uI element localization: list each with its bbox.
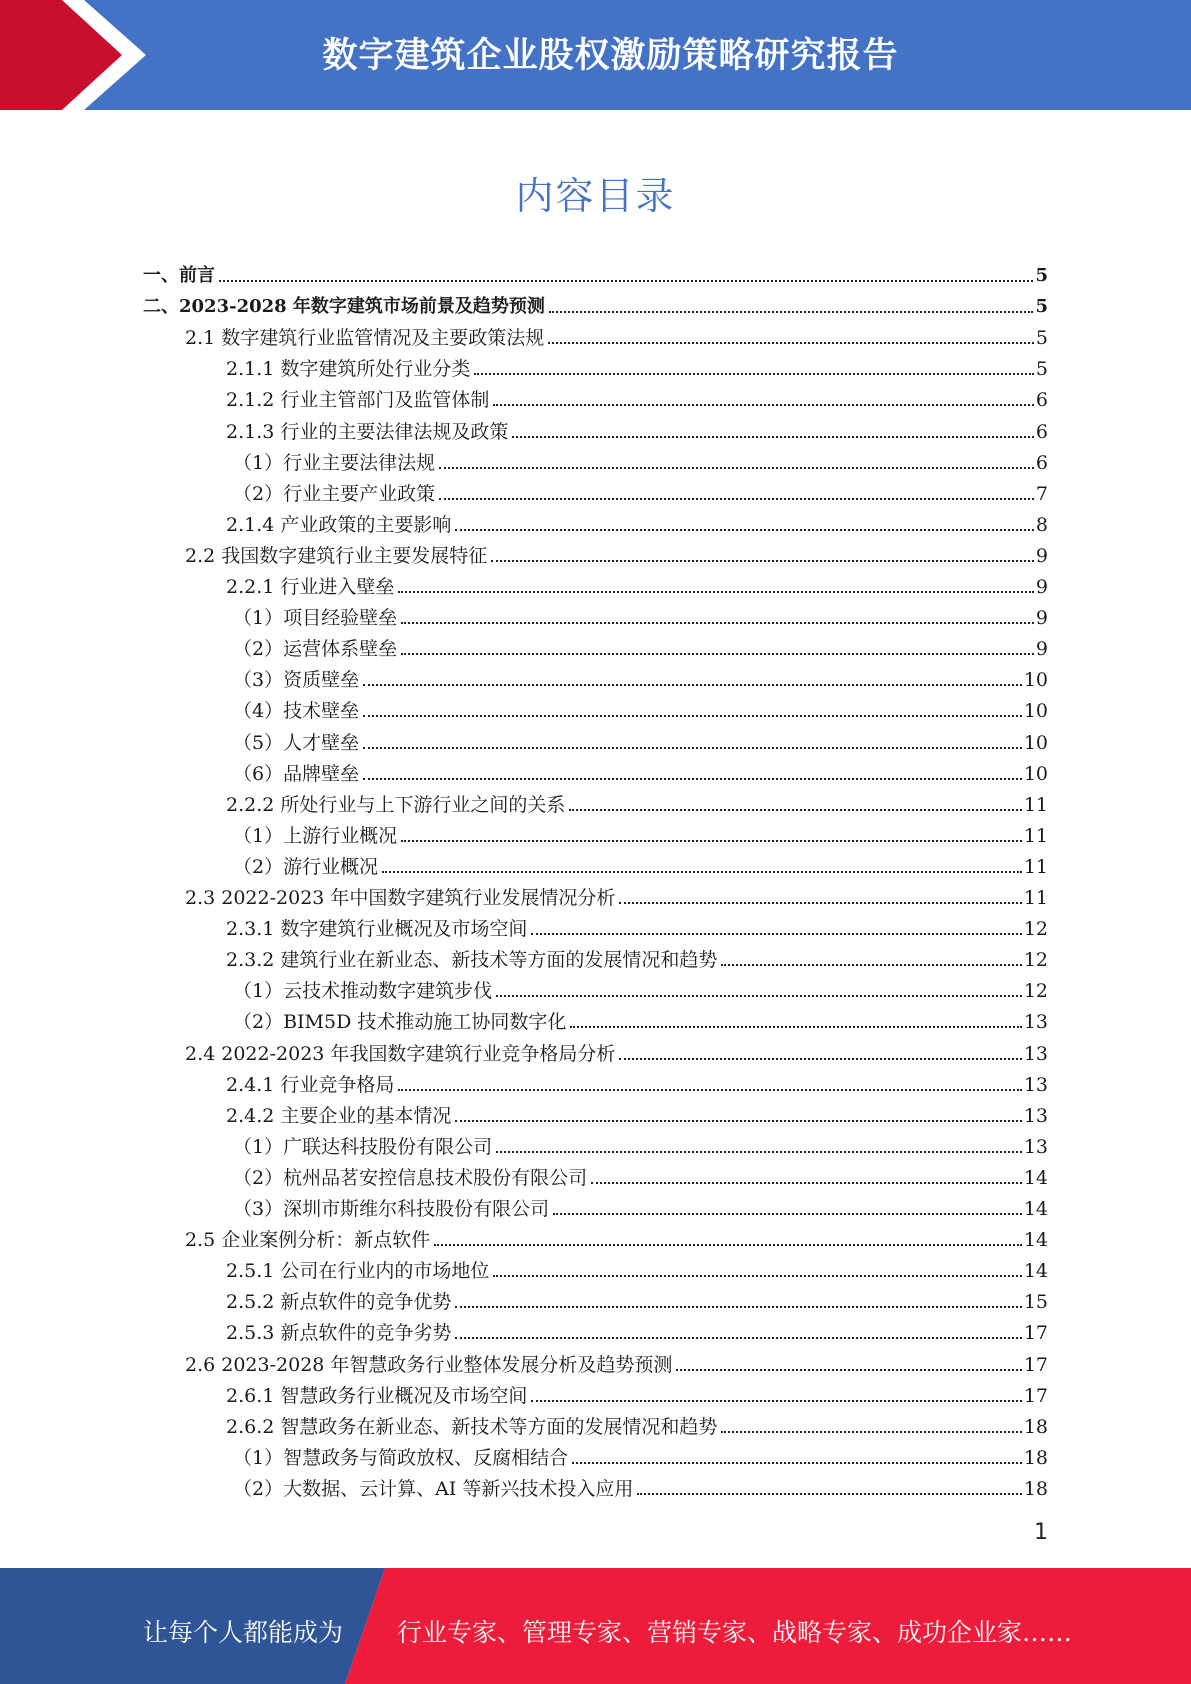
toc-entry[interactable] <box>143 256 1048 287</box>
toc-entry-label: 2.1.2 行业主管部门及监管体制 <box>226 389 490 412</box>
toc-leader-dots <box>591 1182 1022 1184</box>
toc-entry-label: 2.4.1 行业竞争格局 <box>226 1073 395 1096</box>
toc-leader-dots <box>363 747 1022 749</box>
toc-entry-page: 13 <box>1023 1073 1048 1096</box>
toc-entry-page: 9 <box>1035 576 1048 598</box>
toc-entry-label: （5）人才壁垒 <box>233 731 360 754</box>
toc-entry-page: 15 <box>1023 1291 1048 1314</box>
toc-entry-label: （1）智慧政务与简政放权、反腐相结合 <box>233 1446 569 1469</box>
header-banner <box>0 0 1191 110</box>
footer-slogan-right: 行业专家、管理专家、营销专家、战略专家、成功企业家…… <box>397 1618 1073 1647</box>
toc-entry[interactable] <box>185 536 1048 567</box>
toc-entry[interactable] <box>233 754 1048 785</box>
toc-entry-label: 2.3.1 数字建筑行业概况及市场空间 <box>226 918 528 941</box>
toc-entry[interactable] <box>226 1065 1048 1096</box>
toc-entry-label: （1）上游行业概况 <box>233 824 398 847</box>
toc-entry-label: （2）杭州品茗安控信息技术股份有限公司 <box>233 1166 588 1189</box>
toc-entry-page: 11 <box>1023 887 1048 909</box>
toc-leader-dots <box>491 560 1034 562</box>
toc-leader-dots <box>398 591 1034 593</box>
toc-entry-label: 2.1 数字建筑行业监管情况及主要政策法规 <box>185 327 545 350</box>
toc-entry-page: 13 <box>1023 1011 1048 1034</box>
toc-entry[interactable] <box>233 1469 1048 1500</box>
toc-entry-page: 9 <box>1035 638 1048 661</box>
toc-entry-page: 13 <box>1023 1135 1048 1158</box>
toc-leader-dots <box>493 1275 1021 1277</box>
toc-entry-label: 一、前言 <box>143 265 215 286</box>
toc-entry-label: 2.5.3 新点软件的竞争劣势 <box>226 1322 452 1345</box>
toc-entry-page: 18 <box>1023 1415 1048 1438</box>
toc-leader-dots <box>401 653 1034 655</box>
toc-entry[interactable] <box>233 598 1048 629</box>
toc-entry-label: 2.1.4 产业政策的主要影响 <box>226 513 452 536</box>
toc-leader-dots <box>553 1213 1022 1215</box>
toc-entry[interactable] <box>233 474 1048 505</box>
toc-entry[interactable] <box>233 691 1048 722</box>
toc-leader-dots <box>676 1369 1021 1371</box>
toc-entry-label: （1）广联达科技股份有限公司 <box>233 1135 493 1158</box>
toc-entry-label: （3）深圳市斯维尔科技股份有限公司 <box>233 1198 550 1220</box>
toc-entry-label: 2.3 2022-2023 年中国数字建筑行业发展情况分析 <box>185 887 616 909</box>
toc-entry[interactable] <box>185 318 1048 349</box>
toc-entry[interactable] <box>143 287 1048 318</box>
toc-entry-label: 二、2023-2028 年数字建筑市场前景及趋势预测 <box>143 296 545 318</box>
toc-entry-page: 18 <box>1023 1477 1048 1500</box>
toc-entry-page: 10 <box>1023 669 1048 692</box>
toc-entry-page: 11 <box>1023 793 1048 816</box>
toc-leader-dots <box>455 1337 1021 1339</box>
toc-leader-dots <box>637 1493 1021 1495</box>
toc-entry-label: （2）游行业概况 <box>233 855 379 878</box>
toc-entry-page: 5 <box>1035 358 1048 381</box>
toc-entry-label: 2.2.2 所处行业与上下游行业之间的关系 <box>226 793 566 816</box>
toc-entry[interactable] <box>233 816 1048 847</box>
toc-entry[interactable] <box>226 567 1048 598</box>
toc-entry-label: （2）运营体系壁垒 <box>233 638 398 661</box>
toc-leader-dots <box>548 342 1034 344</box>
toc-entry-label: 2.2.1 行业进入壁垒 <box>226 576 395 598</box>
toc-entry[interactable] <box>226 380 1048 411</box>
toc-entry-page: 11 <box>1023 824 1048 847</box>
toc-entry[interactable] <box>233 660 1048 691</box>
toc-entry[interactable] <box>185 1345 1048 1376</box>
toc-entry-page: 5 <box>1035 296 1048 318</box>
page-number: 1 <box>1034 1520 1048 1545</box>
toc-leader-dots <box>512 436 1034 438</box>
toc-entry[interactable] <box>233 443 1048 474</box>
toc-entry[interactable] <box>185 1220 1048 1251</box>
toc-entry[interactable] <box>226 940 1048 971</box>
toc-entry[interactable] <box>226 785 1048 816</box>
toc-entry-label: 2.6 2023-2028 年智慧政务行业整体发展分析及趋势预测 <box>185 1353 673 1376</box>
toc-entry-label: 2.6.1 智慧政务行业概况及市场空间 <box>226 1384 528 1407</box>
toc-leader-dots <box>382 871 1022 873</box>
toc-entry-page: 13 <box>1023 1042 1048 1065</box>
toc-leader-dots <box>721 1431 1021 1433</box>
toc-entry[interactable] <box>233 1158 1048 1189</box>
toc-leader-dots <box>363 684 1022 686</box>
toc-entry-page: 12 <box>1023 949 1048 972</box>
toc-entry-page: 6 <box>1035 389 1048 412</box>
toc-leader-dots <box>439 498 1034 500</box>
toc-entry-page: 13 <box>1023 1104 1048 1127</box>
toc-entry[interactable] <box>233 1002 1048 1033</box>
toc-entry-label: 2.5 企业案例分析：新点软件 <box>185 1229 431 1252</box>
toc-entry-page: 9 <box>1035 607 1048 630</box>
toc-entry[interactable] <box>226 349 1048 380</box>
toc-entry-page: 17 <box>1023 1384 1048 1407</box>
toc-leader-dots <box>531 1400 1021 1402</box>
toc-entry-label: （2）BIM5D 技术推动施工协同数字化 <box>233 1011 567 1034</box>
toc-entry-label: 2.4 2022-2023 年我国数字建筑行业竞争格局分析 <box>185 1042 616 1065</box>
toc-leader-dots <box>455 529 1034 531</box>
toc-entry[interactable] <box>226 1376 1048 1407</box>
toc-entry-page: 6 <box>1035 420 1048 443</box>
toc-entry-label: （1）项目经验壁垒 <box>233 607 398 630</box>
toc-entry[interactable] <box>185 1034 1048 1065</box>
toc-entry-label: 2.2 我国数字建筑行业主要发展特征 <box>185 544 488 567</box>
toc-heading: 内容目录 <box>515 174 676 218</box>
toc-entry[interactable] <box>226 1096 1048 1127</box>
toc-leader-dots <box>549 311 1034 313</box>
toc-leader-dots <box>619 902 1021 904</box>
footer-banner <box>0 1568 1191 1684</box>
toc-entry-page: 5 <box>1035 327 1048 350</box>
toc-entry-page: 12 <box>1023 980 1048 1003</box>
toc-entry-page: 6 <box>1035 451 1048 474</box>
toc-entry-label: 2.4.2 主要企业的基本情况 <box>226 1104 452 1127</box>
toc-entry-page: 8 <box>1035 513 1048 536</box>
report-title: 数字建筑企业股权激励策略研究报告 <box>322 36 899 76</box>
toc-entry-page: 10 <box>1023 731 1048 754</box>
toc-leader-dots <box>401 840 1022 842</box>
toc-entry[interactable] <box>233 971 1048 1002</box>
toc-entry[interactable] <box>233 1189 1048 1220</box>
toc-entry-label: 2.1.1 数字建筑所处行业分类 <box>226 358 471 381</box>
toc-entry-page: 14 <box>1023 1260 1048 1283</box>
toc-leader-dots <box>401 622 1034 624</box>
toc-entry-page: 10 <box>1023 762 1048 785</box>
toc-leader-dots <box>619 1058 1021 1060</box>
toc-entry-label: 2.3.2 建筑行业在新业态、新技术等方面的发展情况和趋势 <box>226 949 718 972</box>
toc-entry-page: 10 <box>1023 700 1048 723</box>
toc-entry[interactable] <box>226 1251 1048 1282</box>
toc-leader-dots <box>439 467 1034 469</box>
toc-entry[interactable] <box>233 629 1048 660</box>
toc-entry-label: 2.1.3 行业的主要法律法规及政策 <box>226 420 509 443</box>
toc-entry-page: 11 <box>1023 855 1048 878</box>
toc-entry-page: 14 <box>1023 1166 1048 1189</box>
toc-entry[interactable] <box>233 1438 1048 1469</box>
toc-leader-dots <box>474 373 1034 375</box>
toc-leader-dots <box>434 1244 1022 1246</box>
toc-leader-dots <box>572 1462 1022 1464</box>
toc-entry-label: （2）大数据、云计算、AI 等新兴技术投入应用 <box>233 1477 634 1500</box>
toc-entry-label: （2）行业主要产业政策 <box>233 482 436 505</box>
toc-leader-dots <box>363 778 1022 780</box>
toc-leader-dots <box>721 964 1021 966</box>
toc-leader-dots <box>531 933 1021 935</box>
toc-entry[interactable] <box>233 723 1048 754</box>
toc-entry-label: （6）品牌壁垒 <box>233 762 360 785</box>
toc-entry-label: （1）云技术推动数字建筑步伐 <box>233 980 493 1003</box>
toc-entry-page: 14 <box>1023 1229 1048 1252</box>
toc-entry[interactable] <box>226 505 1048 536</box>
toc-leader-dots <box>455 1306 1021 1308</box>
toc-entry-label: 2.5.1 公司在行业内的市场地位 <box>226 1260 490 1283</box>
toc-leader-dots <box>455 1120 1021 1122</box>
toc-entry[interactable] <box>233 847 1048 878</box>
toc-leader-dots <box>398 1089 1021 1091</box>
toc-entry[interactable] <box>226 909 1048 940</box>
toc-entry-page: 17 <box>1023 1353 1048 1376</box>
toc-entry-label: （3）资质壁垒 <box>233 669 360 692</box>
toc-leader-dots <box>219 280 1033 282</box>
footer-slogan-left: 让每个人都能成为 <box>143 1618 344 1647</box>
toc-entry-label: 2.5.2 新点软件的竞争优势 <box>226 1291 452 1314</box>
toc-entry-label: （4）技术壁垒 <box>233 700 360 723</box>
toc-entry-page: 9 <box>1035 544 1048 567</box>
toc-entry[interactable] <box>233 1127 1048 1158</box>
toc-entry-label: 2.6.2 智慧政务在新业态、新技术等方面的发展情况和趋势 <box>226 1415 718 1438</box>
toc-leader-dots <box>363 715 1022 717</box>
toc-leader-dots <box>570 1026 1021 1028</box>
toc-entry-page: 5 <box>1035 265 1048 286</box>
toc-leader-dots <box>496 1151 1022 1153</box>
toc-leader-dots <box>496 995 1022 997</box>
toc-entry-label: （1）行业主要法律法规 <box>233 451 436 474</box>
toc-entry-page: 12 <box>1023 918 1048 941</box>
toc-entry[interactable] <box>226 1313 1048 1344</box>
toc-entry-page: 7 <box>1035 482 1048 505</box>
toc-leader-dots <box>493 404 1034 406</box>
toc-entry[interactable] <box>226 1407 1048 1438</box>
toc-entry[interactable] <box>226 412 1048 443</box>
toc-entry-page: 14 <box>1023 1198 1048 1220</box>
toc-entry[interactable] <box>226 1282 1048 1313</box>
toc-leader-dots <box>569 809 1021 811</box>
toc-entry[interactable] <box>185 878 1048 909</box>
toc-entry-page: 17 <box>1023 1322 1048 1345</box>
toc-entry-page: 18 <box>1023 1446 1048 1469</box>
